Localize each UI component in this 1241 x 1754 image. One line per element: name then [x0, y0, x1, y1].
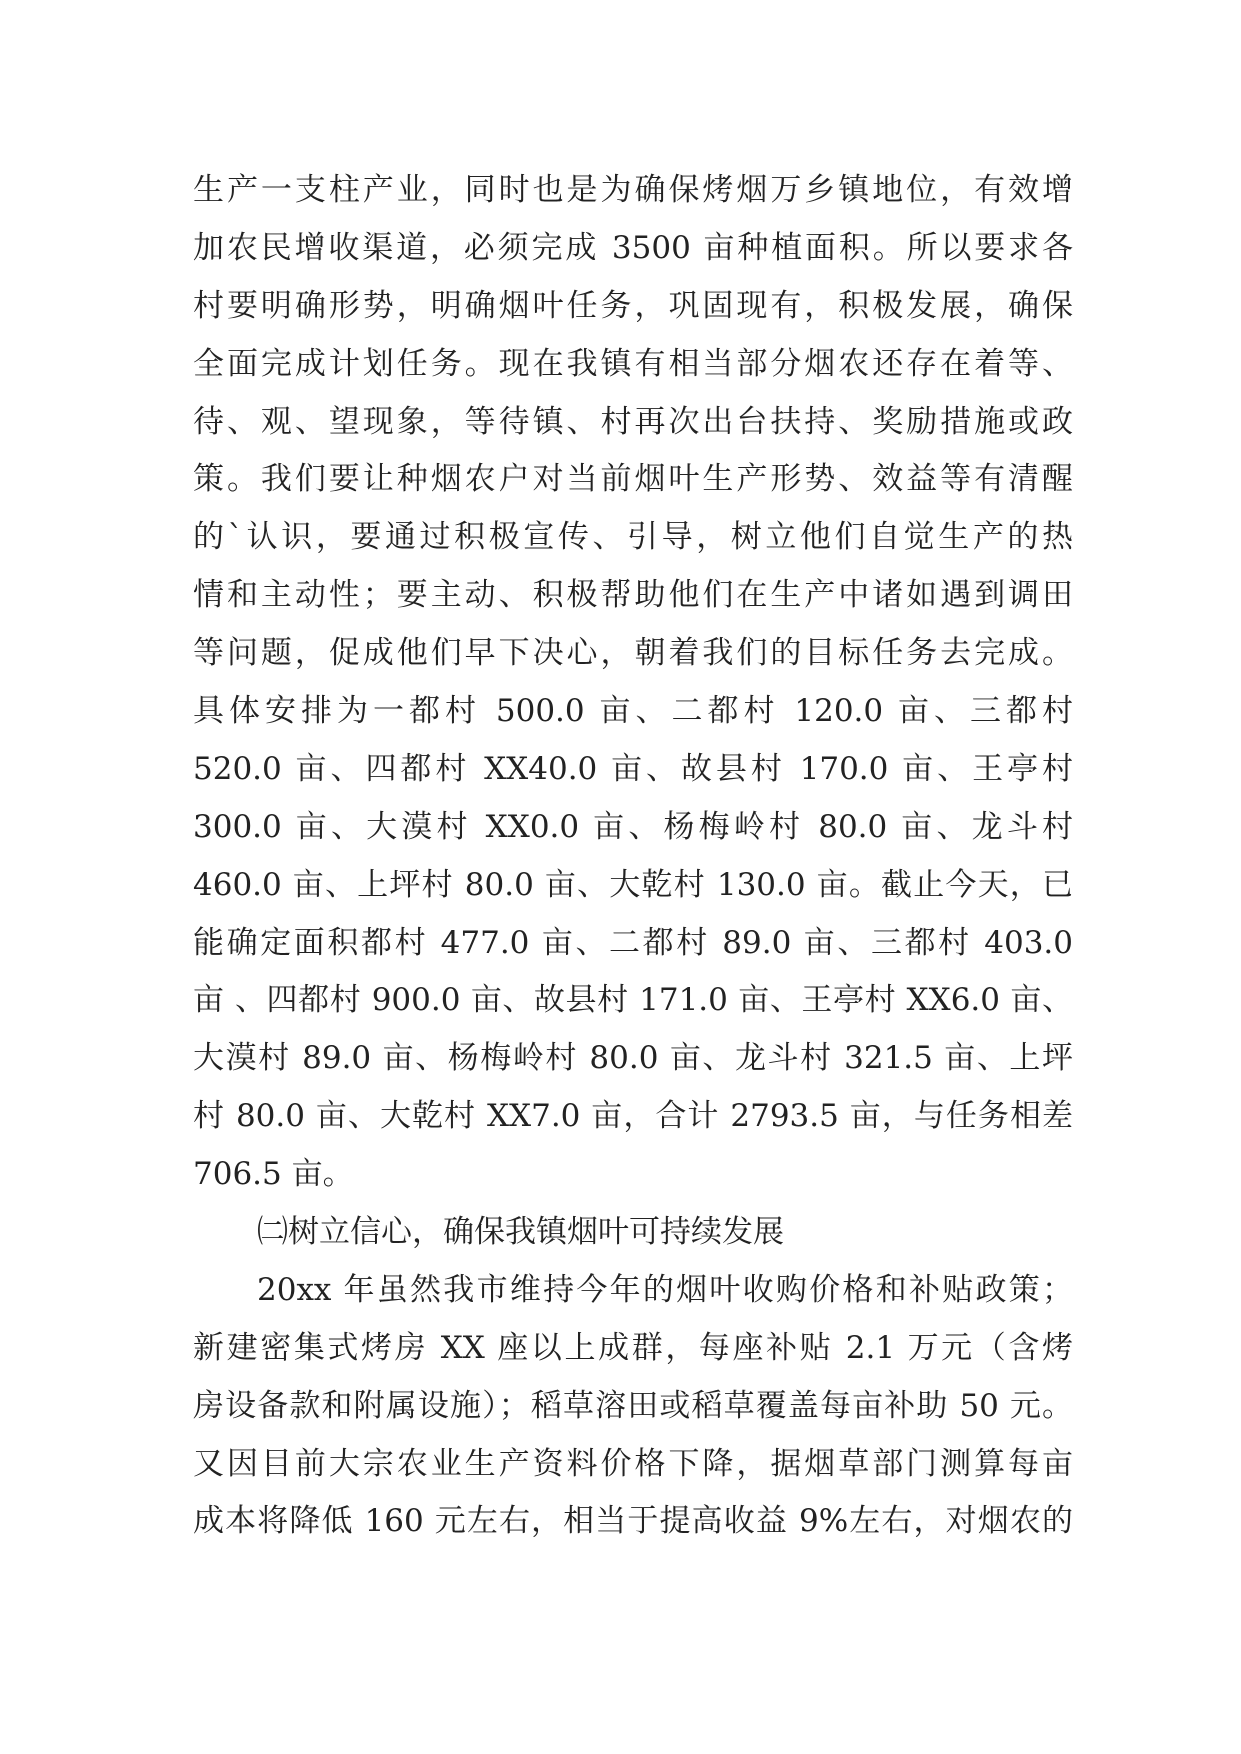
text-line: 全面完成计划任务。现在我镇有相当部分烟农还存在着等、	[193, 345, 1073, 382]
text-line: 的`认识，要通过积极宣传、引导，树立他们自觉生产的热	[193, 519, 1073, 556]
text-line: 村 80.0 亩、大乾村 XX7.0 亩，合计 2793.5 亩，与任务相差	[193, 1098, 1073, 1135]
text-line: 新建密集式烤房 XX 座以上成群，每座补贴 2.1 万元（含烤	[193, 1329, 1073, 1366]
text-line: 村要明确形势，明确烟叶任务，巩固现有，积极发展，确保	[193, 287, 1073, 324]
text-line: 460.0 亩、上坪村 80.0 亩、大乾村 130.0 亩。截止今天，已	[193, 866, 1073, 903]
text-line: 706.5 亩。	[193, 1156, 354, 1193]
text-line: 300.0 亩、大漠村 XX0.0 亩、杨梅岭村 80.0 亩、龙斗村	[193, 808, 1073, 845]
text-line: 大漠村 89.0 亩、杨梅岭村 80.0 亩、龙斗村 321.5 亩、上坪	[193, 1040, 1073, 1077]
text-line: 生产一支柱产业，同时也是为确保烤烟万乡镇地位，有效增	[193, 172, 1073, 208]
text-line: 亩 、四都村 900.0 亩、故县村 171.0 亩、王亭村 XX6.0 亩、	[193, 982, 1073, 1019]
section-heading: ㈡树立信心，确保我镇烟叶可持续发展	[257, 1214, 784, 1251]
text-line: 情和主动性；要主动、积极帮助他们在生产中诸如遇到调田	[193, 577, 1073, 614]
text-line: 成本将降低 160 元左右，相当于提高收益 9%左右，对烟农的	[193, 1503, 1073, 1540]
text-line: 策。我们要让种烟农户对当前烟叶生产形势、效益等有清醒	[193, 461, 1073, 498]
text-line: 等问题，促成他们早下决心，朝着我们的目标任务去完成。	[193, 635, 1073, 672]
body-text	[193, 162, 1073, 1551]
text-line: 房设备款和附属设施）；稻草溶田或稻草覆盖每亩补助 50 元。	[193, 1387, 1073, 1424]
text-line: 520.0 亩、四都村 XX40.0 亩、故县村 170.0 亩、王亭村	[193, 750, 1073, 787]
text-line: 待、观、望现象，等待镇、村再次出台扶持、奖励措施或政	[193, 403, 1073, 440]
text-line: 加农民增收渠道，必须完成 3500 亩种植面积。所以要求各	[193, 229, 1073, 266]
text-line: 又因目前大宗农业生产资料价格下降，据烟草部门测算每亩	[193, 1445, 1073, 1482]
text-line: 具体安排为一都村 500.0 亩、二都村 120.0 亩、三都村	[193, 693, 1073, 730]
text-line: 20xx 年虽然我市维持今年的烟叶收购价格和补贴政策；	[257, 1271, 1073, 1308]
text-line: 能确定面积都村 477.0 亩、二都村 89.0 亩、三都村 403.0	[193, 924, 1073, 961]
